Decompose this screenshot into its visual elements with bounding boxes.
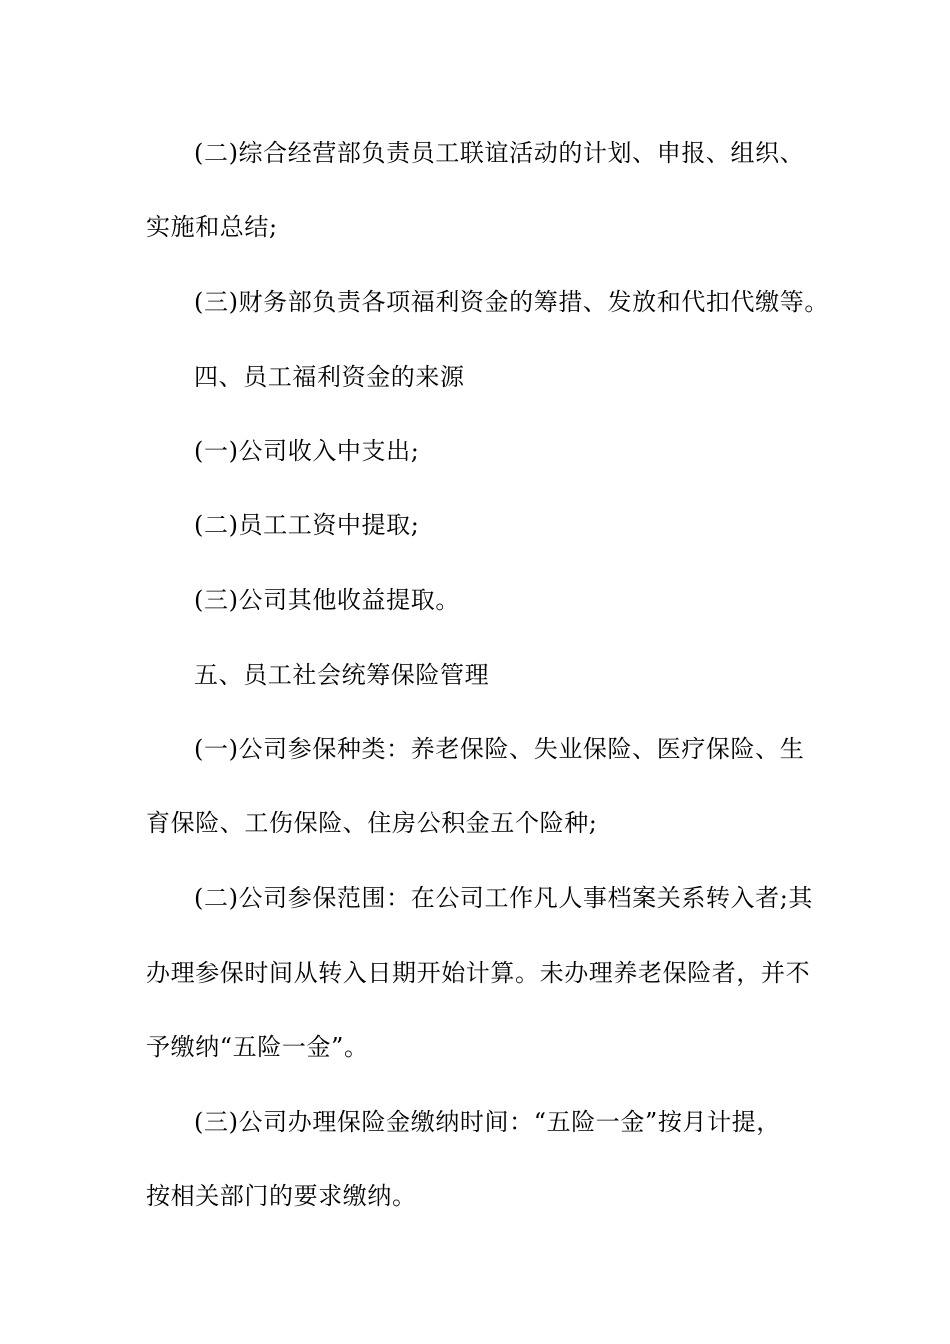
paragraph-line: (三)财务部负责各项福利资金的筹措、发放和代扣代缴等。: [194, 288, 829, 316]
paragraph-line: (二)员工工资中提取;: [194, 511, 420, 539]
paragraph-line: 按相关部门的要求缴纳。: [146, 1182, 417, 1210]
paragraph-line: 育保险、工伤保险、住房公积金五个险种;: [146, 809, 598, 837]
section-heading: 五、员工社会统筹保险管理: [194, 661, 490, 689]
paragraph-line: (一)公司收入中支出;: [194, 437, 420, 465]
paragraph-line: 实施和总结;: [146, 213, 278, 241]
paragraph-line: (三)公司办理保险金缴纳时间：“五险一金”按月计提，: [194, 1108, 781, 1136]
paragraph-line: (一)公司参保种类：养老保险、失业保险、医疗保险、生: [194, 735, 805, 763]
paragraph-line: (二)综合经营部负责员工联谊活动的计划、申报、组织、: [194, 139, 805, 167]
paragraph-line: (三)公司其他收益提取。: [194, 586, 460, 614]
paragraph-line: 办理参保时间从转入日期开始计算。未办理养老保险者，并不: [146, 959, 811, 987]
paragraph-line: 予缴纳“五险一金”。: [146, 1033, 369, 1061]
paragraph-line: (二)公司参保范围：在公司工作凡人事档案关系转入者;其: [194, 884, 814, 912]
section-heading: 四、员工福利资金的来源: [194, 363, 465, 391]
